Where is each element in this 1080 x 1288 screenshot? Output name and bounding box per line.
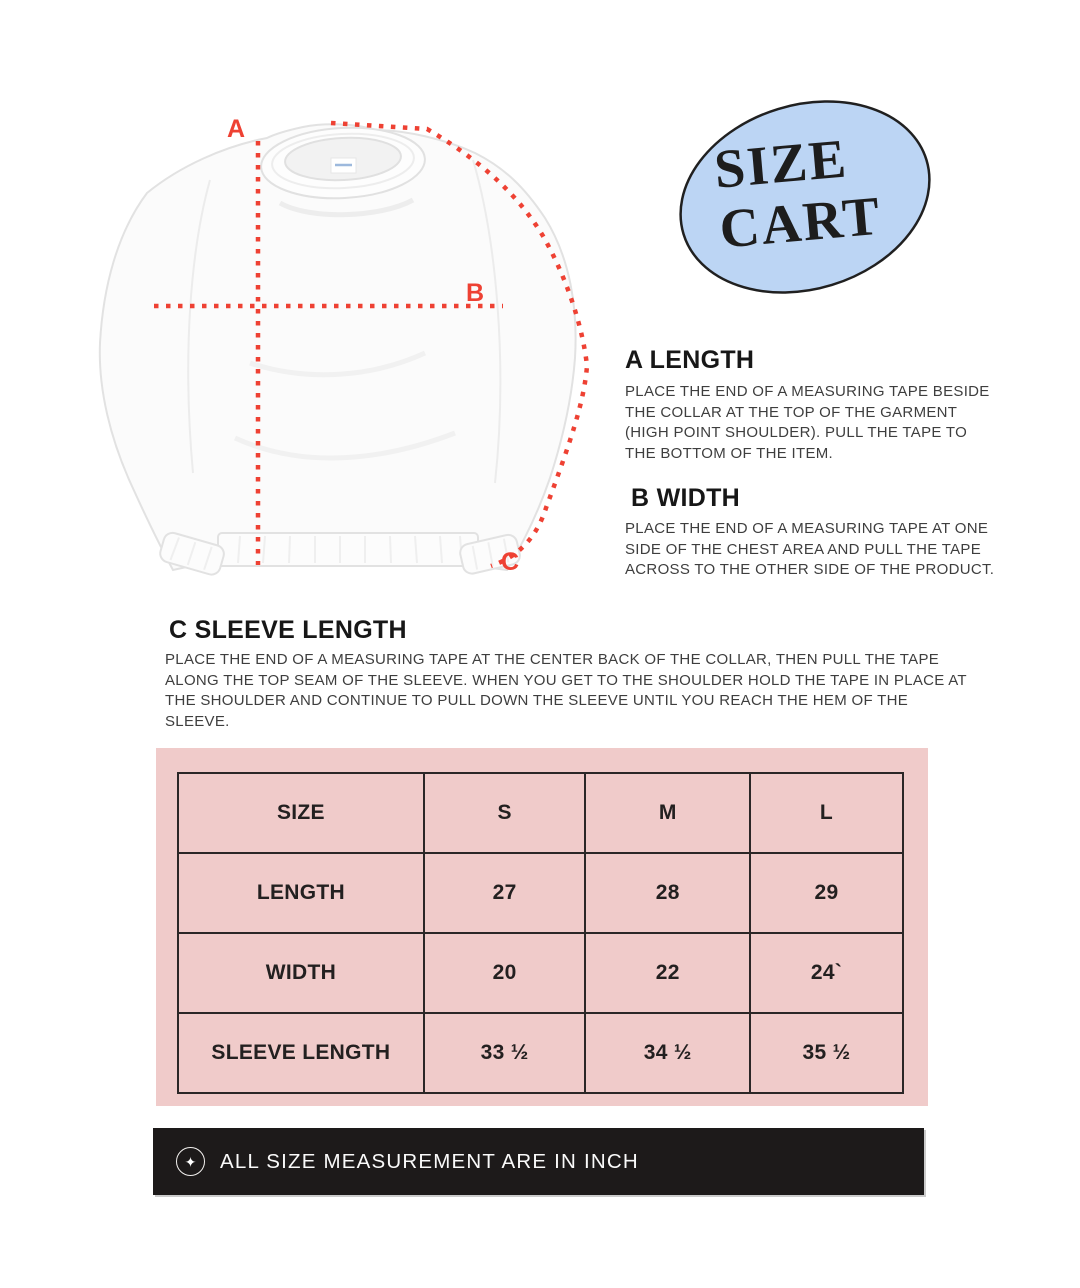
sleeve-length-m: 34 ½ (585, 1013, 750, 1093)
length-m: 28 (585, 853, 750, 933)
header-s: S (424, 773, 586, 853)
size-table-panel (156, 748, 928, 1106)
measure-label-c: C (501, 548, 520, 576)
badge-title (712, 126, 884, 260)
heading-b-width: B WIDTH (631, 484, 741, 512)
measure-label-b: B (466, 279, 485, 307)
badge-title-line1: SIZE (711, 127, 851, 200)
table-header-row (178, 773, 903, 853)
heading-c-sleeve-length: C SLEEVE LENGTH (169, 616, 407, 644)
measure-label-a: A (227, 115, 246, 143)
row-label-width: WIDTH (178, 933, 424, 1013)
description-c-sleeve-length: PLACE THE END OF A MEASURING TAPE AT THE CENTER BACK OF THE COLLAR, THEN PULL THE TAPE ALONG THE TOP SEAM OF THE SLEEVE. WHEN YOU GET TO THE SHOULDER HOLD THE TAPE IN PLACE AT THE SHOULDER AND CONTINUE TO PULL DOWN THE SLEEVE UNTIL YOU REACH THE HEM OF THE SLEEVE. (165, 651, 967, 730)
description-a-length: PLACE THE END OF A MEASURING TAPE BESIDE THE COLLAR AT THE TOP OF THE GARMENT (HIGH POINT SHOULDER). PULL THE TAPE TO THE BOTTOM OF THE ITEM. (625, 383, 990, 462)
header-m: M (585, 773, 750, 853)
sparkle-glyph: ✦ (184, 1153, 197, 1170)
size-table (177, 772, 904, 1094)
footer-note-text: ALL SIZE MEASUREMENT ARE IN INCH (220, 1149, 639, 1173)
sparkle-icon (176, 1147, 205, 1176)
table-row (178, 933, 903, 1013)
width-l: 24` (750, 933, 903, 1013)
sleeve-length-l: 35 ½ (750, 1013, 903, 1093)
description-b-width: PLACE THE END OF A MEASURING TAPE AT ONE SIDE OF THE CHEST AREA AND PULL THE TAPE ACROSS TO THE OTHER SIDE OF THE PRODUCT. (625, 520, 995, 578)
header-size: SIZE (178, 773, 424, 853)
heading-a-length: A LENGTH (625, 346, 755, 374)
footer-note-bar (153, 1128, 924, 1195)
length-l: 29 (750, 853, 903, 933)
badge-title-line2: CART (717, 184, 884, 260)
row-label-sleeve-length: SLEEVE LENGTH (178, 1013, 424, 1093)
width-s: 20 (424, 933, 586, 1013)
row-label-length: LENGTH (178, 853, 424, 933)
width-m: 22 (585, 933, 750, 1013)
table-row (178, 1013, 903, 1093)
table-row (178, 853, 903, 933)
sweatshirt-figure (75, 108, 605, 600)
length-s: 27 (424, 853, 586, 933)
header-l: L (750, 773, 903, 853)
sleeve-length-s: 33 ½ (424, 1013, 586, 1093)
